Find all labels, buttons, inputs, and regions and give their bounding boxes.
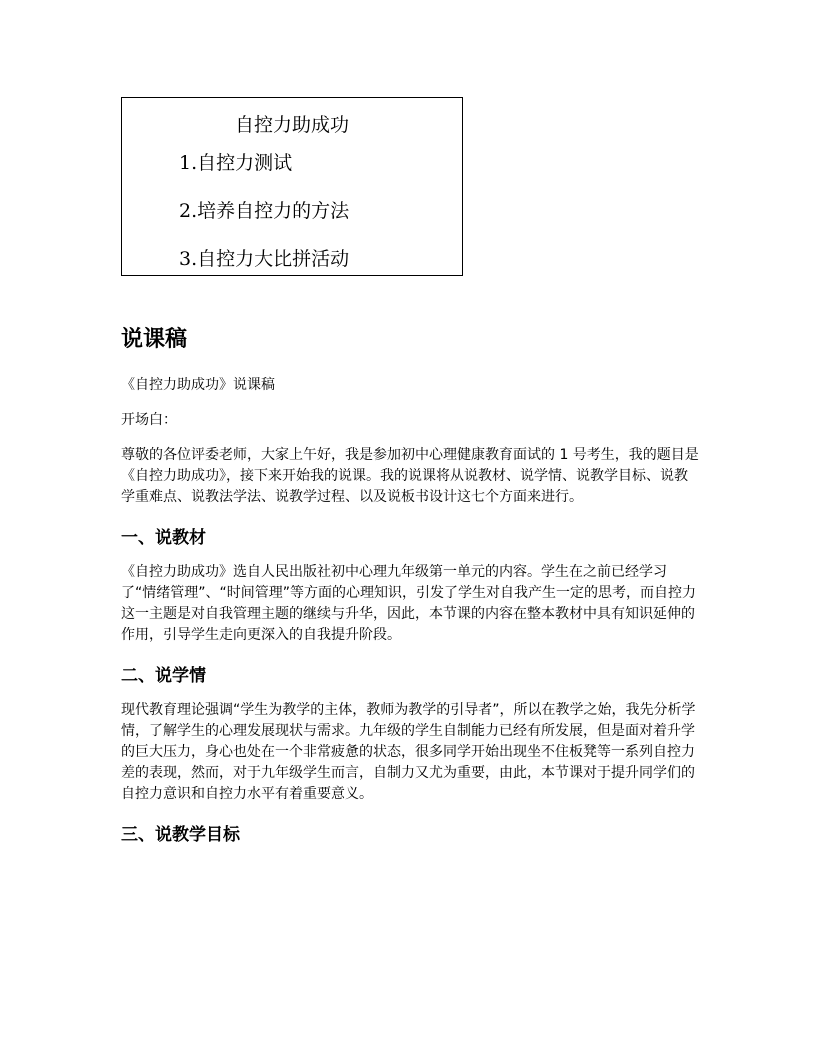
- document-title: 说课稿: [121, 327, 188, 352]
- document-subtitle: 《自控力助成功》说课稿: [121, 377, 275, 393]
- blackboard-design-box: [121, 97, 463, 276]
- board-item-1: 1.自控力测试: [179, 152, 293, 174]
- board-item-3: 3.自控力大比拼活动: [179, 248, 350, 270]
- board-title: 自控力助成功: [234, 114, 349, 136]
- section-heading-textbook: 一、说教材: [121, 528, 206, 548]
- opening-label: 开场白：: [121, 412, 177, 428]
- section-heading-objectives: 三、说教学目标: [121, 825, 240, 845]
- document-body: [121, 322, 701, 859]
- opening-paragraph: 尊敬的各位评委老师，大家上午好，我是参加初中心理健康教育面试的 1 号考生，我的题目是《自控力助成功》，接下来开始我的说课。我的说课将从说教材、说学情、说教学目标、说教学重难点、说教法学法、说教学过程、以及说板书设计这七个方面来进行。: [121, 447, 699, 505]
- board-item-2: 2.培养自控力的方法: [179, 200, 350, 222]
- section-paragraph-textbook: 《自控力助成功》选自人民出版社初中心理九年级第一单元的内容。学生在之前已经学习了“情绪管理”、“时间管理”等方面的心理知识，引发了学生对自我产生一定的思考，而自控力这一主题是对自我管理主题的继续与升华，因此，本节课的内容在整本教材中具有知识延伸的作用，引导学生走向更深入的自我提升阶段。: [121, 564, 697, 643]
- section-paragraph-students: 现代教育理论强调“学生为教学的主体，教师为教学的引导者”，所以在教学之始，我先分析学情，了解学生的心理发展现状与需求。九年级的学生自制能力已经有所发展，但是面对着升学的巨大压力，身心也处在一个非常疲惫的状态，很多同学开始出现坐不住板凳等一系列自控力差的表现，然而，对于九年级学生而言，自制力又尤为重要，由此，本节课对于提升同学们的自控力意识和自控力水平有着重要意义。: [121, 702, 696, 802]
- section-heading-students: 二、说学情: [121, 666, 206, 686]
